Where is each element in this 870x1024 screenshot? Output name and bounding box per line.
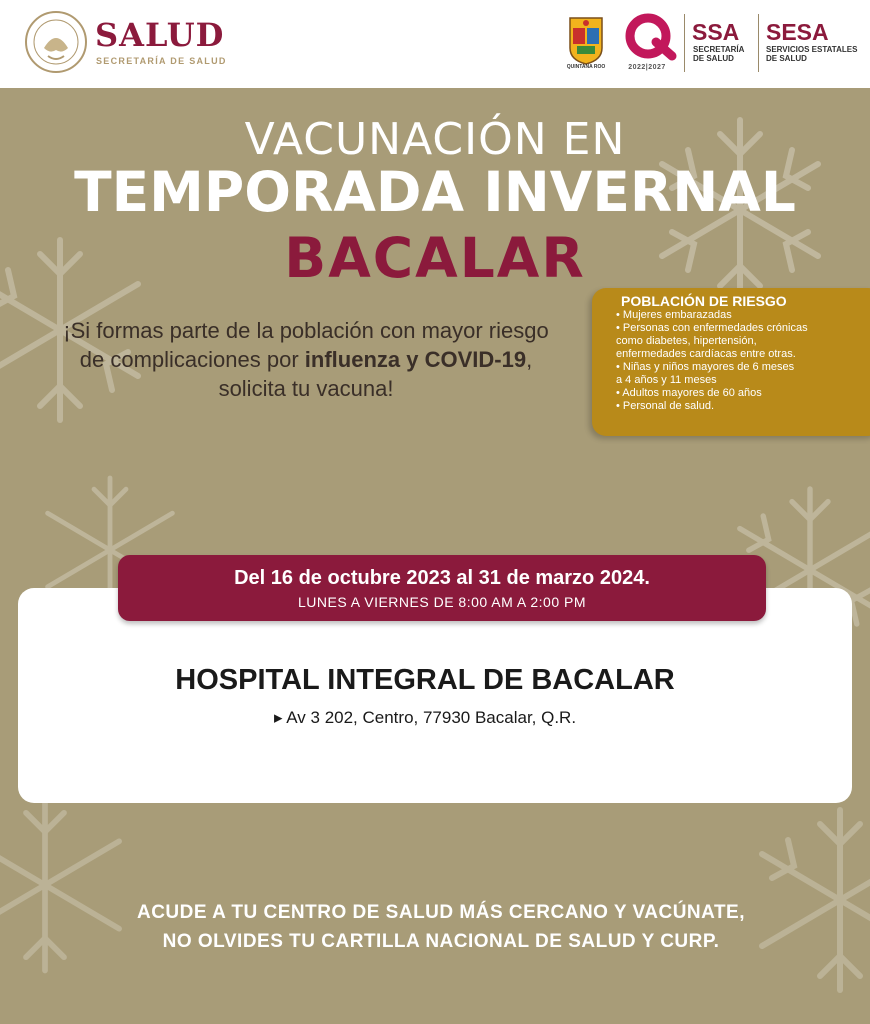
mexico-seal-icon (24, 10, 88, 74)
list-item: enfermedades cardíacas entre otras. (616, 348, 796, 360)
ssa-subtitle (693, 45, 744, 63)
hospital-address: ▸ Av 3 202, Centro, 77930 Bacalar, Q.R. (273, 708, 577, 727)
salud-title: SALUD (95, 16, 225, 54)
ssa-subtitle-line-2: DE SALUD (693, 54, 734, 63)
list-item: • Niñas y niños mayores de 6 meses (616, 361, 795, 373)
header-divider (758, 14, 759, 72)
schedule-hours: LUNES A VIERNES DE 8:00 AM A 2:00 PM (297, 594, 587, 610)
headline-location: BACALAR (284, 226, 586, 290)
risk-population-list (616, 309, 870, 413)
list-item: • Mujeres embarazadas (616, 309, 732, 321)
footer-line-1: ACUDE A TU CENTRO DE SALUD MÁS CERCANO Y VACÚNATE, (136, 902, 746, 923)
intro-text-part-1: ¡Si formas parte de la población con mayor riesgo de complicaciones por (63, 318, 549, 372)
intro-text-bold: influenza y COVID-19 (304, 347, 527, 372)
sesa-title: SESA (766, 19, 829, 45)
list-item: a 4 años y 11 meses (616, 374, 717, 386)
sesa-subtitle (766, 45, 857, 63)
q-logo-years: 2022|2027 (628, 64, 666, 71)
ssa-subtitle-line-1: SECRETARÍA (693, 45, 745, 54)
sesa-subtitle-line-2: DE SALUD (766, 54, 807, 63)
salud-subtitle: SECRETARÍA DE SALUD (96, 56, 227, 66)
hospital-name: HOSPITAL INTEGRAL DE BACALAR (175, 664, 675, 696)
risk-population-title: POBLACIÓN DE RIESGO (621, 293, 787, 309)
schedule-dates: Del 16 de octubre 2023 al 31 de marzo 2024. (234, 567, 650, 589)
snowflake-icon (740, 800, 870, 1000)
intro-text (48, 316, 564, 403)
quintana-roo-label: QUINTANA ROO (566, 64, 606, 70)
ssa-title: SSA (692, 19, 740, 45)
headline-line-2: TEMPORADA INVERNAL (74, 160, 796, 224)
header-divider (684, 14, 685, 72)
list-item: • Personas con enfermedades crónicas (616, 322, 808, 334)
list-item: • Personal de salud. (616, 400, 715, 412)
list-item: • Adultos mayores de 60 años (616, 387, 762, 399)
footer-line-2: NO OLVIDES TU CARTILLA NACIONAL DE SALUD Y CURP. (162, 931, 720, 952)
list-item: como diabetes, hipertensión, (616, 335, 757, 347)
header-bar (0, 0, 870, 88)
sesa-subtitle-line-1: SERVICIOS ESTATALES (766, 45, 858, 54)
headline-line-1: VACUNACIÓN EN (244, 114, 626, 165)
schedule-banner (118, 555, 766, 621)
risk-population-box (592, 288, 870, 436)
intro-text-part-2: , solicita tu vacuna! (218, 347, 533, 401)
